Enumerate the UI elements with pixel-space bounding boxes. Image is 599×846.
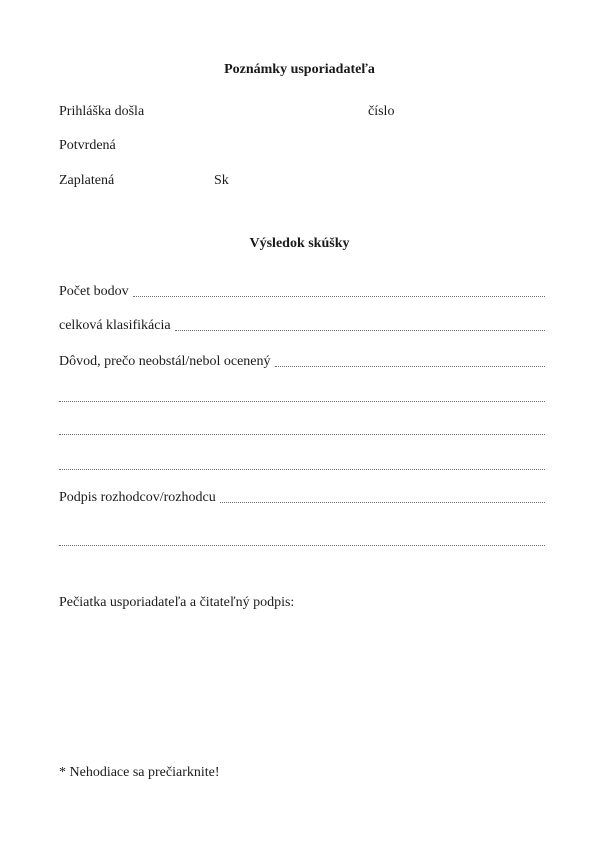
reason-continuation-line-3[interactable]	[59, 469, 545, 470]
overall-rating-field[interactable]	[59, 318, 545, 334]
reason-continuation-line-1[interactable]	[59, 401, 545, 402]
application-received-label: Prihláška došla	[59, 104, 145, 119]
currency-label: Sk	[214, 173, 229, 188]
organizer-notes-title: Poznámky usporiadateľa	[224, 62, 375, 77]
reason-label: Dôvod, prečo neobstál/nebol ocenený	[59, 354, 271, 369]
overall-rating-label: celková klasifikácia	[59, 318, 171, 333]
judges-signature-continuation-line[interactable]	[59, 545, 545, 546]
points-field[interactable]	[59, 284, 545, 300]
reason-continuation-line-2[interactable]	[59, 434, 545, 435]
reason-field[interactable]	[59, 354, 545, 370]
points-label: Počet bodov	[59, 284, 129, 299]
reason-dotted-line	[275, 365, 546, 367]
overall-rating-dotted-line	[175, 329, 545, 331]
judges-signature-label: Podpis rozhodcov/rozhodcu	[59, 490, 216, 505]
stamp-signature-label: Pečiatka usporiadateľa a čitateľný podpis:	[59, 595, 295, 610]
points-dotted-line	[133, 295, 545, 297]
exam-result-title: Výsledok skúšky	[249, 236, 350, 251]
judges-signature-dotted-line	[220, 501, 545, 503]
judges-signature-field[interactable]	[59, 490, 545, 506]
confirmed-label: Potvrdená	[59, 138, 116, 153]
paid-label: Zaplatená	[59, 173, 115, 188]
number-label: číslo	[368, 104, 395, 119]
footnote: * Nehodiace sa prečiarknite!	[59, 765, 220, 780]
